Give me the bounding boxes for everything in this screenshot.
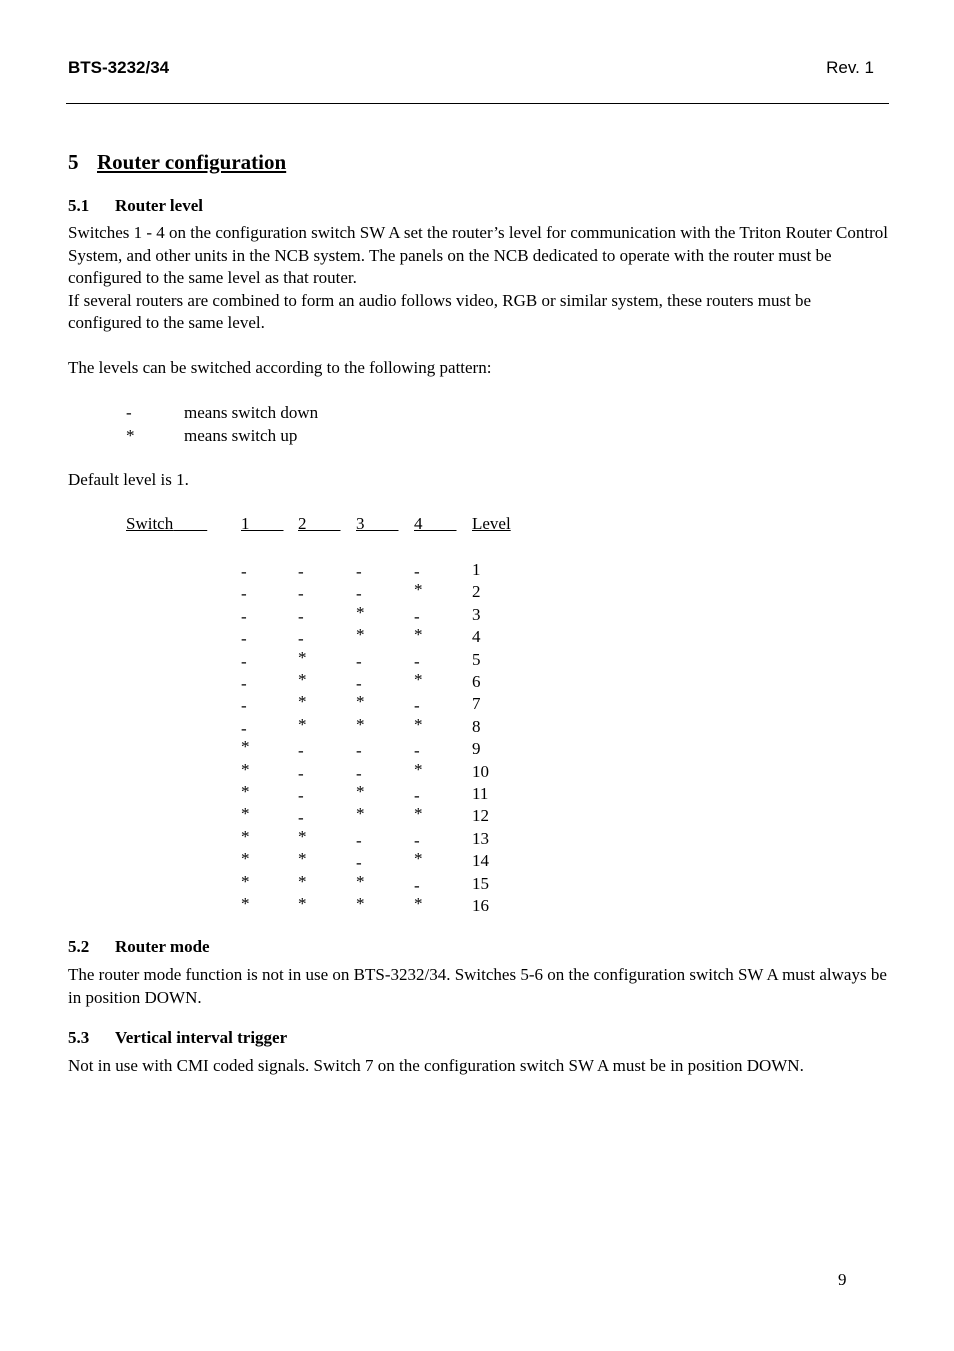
table-cell-switch-4: * [414, 759, 423, 779]
table-header-4 [414, 514, 457, 534]
header-text: 3 [356, 514, 365, 533]
legend-meaning: means switch down [184, 403, 319, 422]
legend-row [126, 402, 318, 425]
subsection-title: Router mode [115, 937, 210, 956]
subsection-title: Router level [115, 196, 203, 215]
table-cell-switch-3: - [356, 651, 362, 671]
legend-row [126, 425, 318, 448]
table-cell-switch-3: - [356, 562, 362, 581]
table-cell-switch-2: * [298, 871, 307, 891]
table-cell-switch-2: - [298, 606, 304, 626]
table-cell-switch-1: - [241, 696, 247, 716]
table-cell-switch-4: - [414, 875, 420, 895]
table-cell-level: 8 [472, 716, 481, 736]
table-cell-switch-4: * [414, 714, 423, 734]
table-cell-switch-2: - [298, 808, 304, 828]
table-cell-switch-3: - [356, 674, 362, 693]
table-cell-switch-3: - [356, 830, 362, 850]
section-number: 5 [68, 150, 79, 174]
table-cell-switch-4: * [414, 894, 423, 913]
table-cell-switch-1: - [241, 718, 247, 738]
table-header-switch [126, 514, 207, 534]
subsection-heading-vertical-interval-trigger [68, 1028, 287, 1048]
table-cell-switch-2: * [298, 826, 307, 846]
table-cell-switch-4: * [414, 625, 423, 645]
revision-label: Rev. 1 [826, 58, 874, 77]
table-cell-switch-2: - [298, 763, 304, 783]
section-title: Router configuration [97, 150, 287, 174]
table-header-level: Level [472, 514, 511, 533]
table-cell-switch-3: * [356, 714, 365, 734]
table-cell-switch-4: - [414, 830, 420, 850]
router-mode-description: The router mode function is not in use on BTS-3232/34. Switches 5-6 on the configuration switch SW A must always be in position DOWN. [68, 965, 887, 1007]
table-cell-switch-1: * [241, 759, 250, 779]
table-cell-switch-3: - [356, 763, 362, 783]
header-text: Switch [126, 514, 174, 533]
page-number: 9 [838, 1270, 847, 1289]
table-cell-level: 6 [472, 672, 481, 691]
table-cell-switch-2: * [298, 849, 307, 869]
table-cell-switch-2: * [298, 714, 307, 734]
table-cell-level: 11 [472, 784, 489, 803]
table-cell-switch-4: * [414, 580, 423, 600]
router-level-description [68, 222, 888, 335]
table-cell-switch-4: - [414, 696, 420, 716]
table-cell-level: 9 [472, 739, 481, 759]
section-heading [68, 150, 286, 175]
table-cell-switch-1: * [241, 804, 250, 824]
table-cell-switch-1: * [241, 737, 250, 757]
table-cell-switch-1: - [241, 674, 247, 693]
table-cell-switch-1: * [241, 826, 250, 846]
legend-symbol: - [126, 403, 132, 422]
table-cell-switch-2: * [298, 647, 307, 667]
paragraph: Switches 1 - 4 on the configuration switch SW A set the router’s level for communication with the Triton Router Control System, and other units in the NCB system. The panels on the NCB dedicated to operate with the router must be configured to the same level as that router. [68, 223, 888, 287]
table-cell-switch-4: - [414, 741, 420, 761]
table-cell-switch-1: - [241, 584, 247, 604]
document-id: BTS-3232/34 [68, 58, 170, 77]
table-cell-switch-2: * [298, 894, 307, 913]
default-level-note: Default level is 1. [68, 470, 189, 489]
paragraph: If several routers are combined to form an audio follows video, RGB or similar system, these routers must be configured to the same level. [68, 290, 812, 332]
symbol-legend [126, 402, 318, 447]
table-cell-switch-3: * [356, 804, 365, 824]
table-cell-level: 13 [472, 828, 489, 848]
table-cell-switch-4: - [414, 786, 420, 805]
table-cell-switch-3: * [356, 782, 365, 801]
table-cell-switch-3: * [356, 602, 365, 622]
table-cell-switch-4: * [414, 849, 423, 869]
table-header-2 [298, 514, 341, 534]
table-cell-level: 4 [472, 627, 481, 647]
subsection-number: 5.2 [68, 937, 90, 956]
table-cell-switch-1: * [241, 894, 250, 913]
table-cell-switch-3: - [356, 741, 362, 761]
table-cell-switch-2: * [298, 670, 307, 689]
table-cell-switch-1: * [241, 871, 250, 891]
legend-meaning: means switch up [184, 425, 298, 445]
table-cell-switch-1: - [241, 562, 247, 581]
table-cell-switch-4: - [414, 606, 420, 626]
table-header-3 [356, 514, 399, 534]
table-cell-switch-3: - [356, 853, 362, 873]
table-cell-level: 10 [472, 761, 489, 781]
legend-symbol: * [126, 425, 135, 445]
subsection-number: 5.1 [68, 196, 90, 215]
pattern-intro: The levels can be switched according to the following pattern: [68, 358, 492, 377]
table-cell-switch-2: - [298, 584, 304, 604]
table-cell-switch-4: * [414, 804, 423, 824]
table-cell-level: 12 [472, 806, 489, 826]
table-cell-level: 1 [472, 560, 481, 579]
subsection-title: Vertical interval trigger [115, 1028, 288, 1047]
table-cell-switch-2: - [298, 741, 304, 761]
table-cell-switch-2: - [298, 629, 304, 649]
table-cell-switch-3: * [356, 871, 365, 891]
subsection-number: 5.3 [68, 1028, 90, 1047]
table-cell-switch-1: - [241, 606, 247, 626]
table-cell-switch-3: - [356, 584, 362, 604]
table-cell-switch-2: * [298, 692, 307, 712]
header-text: 4 [414, 514, 423, 533]
vertical-interval-trigger-description: Not in use with CMI coded signals. Switch 7 on the configuration switch SW A must be in position DOWN. [68, 1056, 804, 1075]
table-cell-level: 3 [472, 604, 481, 624]
table-cell-level: 15 [472, 873, 489, 893]
table-cell-switch-1: - [241, 651, 247, 671]
table-cell-switch-3: * [356, 625, 365, 645]
subsection-heading-router-level [68, 196, 203, 216]
table-cell-level: 5 [472, 649, 481, 669]
table-cell-level: 14 [472, 851, 489, 871]
subsection-heading-router-mode [68, 937, 210, 957]
table-header-1 [241, 514, 284, 534]
table-cell-switch-4: * [414, 670, 423, 689]
table-cell-switch-1: * [241, 782, 250, 801]
table-cell-switch-3: * [356, 894, 365, 913]
header-text: 1 [241, 514, 250, 533]
table-cell-level: 2 [472, 582, 481, 602]
table-cell-switch-3: * [356, 692, 365, 712]
table-cell-switch-1: * [241, 849, 250, 869]
table-cell-switch-1: - [241, 629, 247, 649]
table-cell-switch-4: - [414, 562, 420, 581]
table-cell-switch-2: - [298, 786, 304, 805]
table-cell-level: 16 [472, 896, 489, 915]
table-cell-switch-4: - [414, 651, 420, 671]
header-text: 2 [298, 514, 307, 533]
header-divider [66, 103, 889, 104]
table-cell-switch-2: - [298, 562, 304, 581]
table-cell-level: 7 [472, 694, 481, 714]
